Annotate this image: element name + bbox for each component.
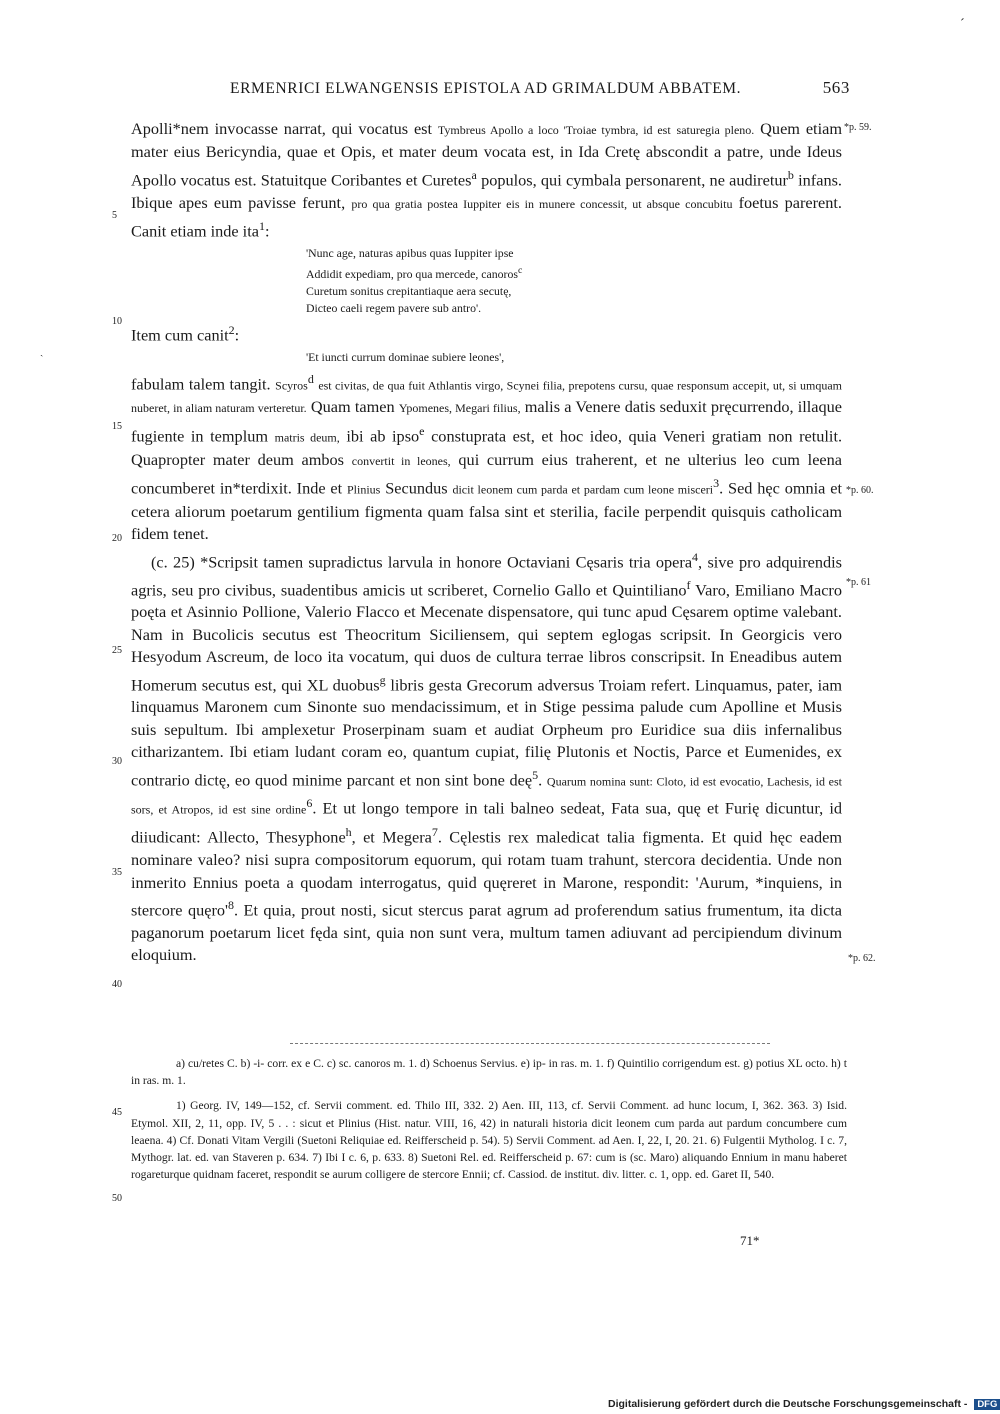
main-text [131,118,842,967]
line-number: 30 [112,756,122,767]
verse-line: 'Nunc age, naturas apibus quas Iuppiter ipse [306,245,514,260]
paragraph-3: (c. 25) *Scripsit tamen supradictus larvula in honore Octaviani Cęsaris tria opera$^4$, sive pro adquirendis agris, seu pro civibus, suadentibus amicis ut scriberet, Cornelio Gallo et Quintiliano$^f$ Varo, Emiliano Macro poęta et Asinnio Pollione, Valerio Flacco et Mecenate dispensatore, qui tunc apud Cęsarem optime valebant. Nam in Bucolicis secutus est Theocritum Siciliensem, qui septem eglogas scripsit. In Georgicis vero Hesyodum Ascreum, de loco ita vocatum, qui duos de cultura terrae libros conscripsit. In Eneadibus autem Homerum secutus est, qui XL duobus$^g$ libris gesta Grecorum adversus Troiam refert. Linquamus, pater, iam linquamus Maronem cum Sinonte suo mendacissimum, et in Stige pessima palude cum Apolline et Musis suis sepultum. Ibi amplexetur Proserpinam suam et audiat Orpheum pro Euridice sua diis infernalibus citharizantem. Ibi etiam ludant coram eo, quantum cupiat, filię Plutonis et Noctis, Parce et Eumenides, ex contrario dictę, eo quod minime parcant et non sint bone deę$^5$. Quarum nomina sunt: Cloto, id est evocatio, Lachesis, id est sors, et Atropos, id est sine ordine$^6$. Et ut longo tempore in tali balneo sedeat, Fata sua, quę et Furię dicuntur, id diiudicant: Allecto, Thesyphone$^h$, et Megera$^7$. Cęlestis rex maledicat talia figmenta. Et quid hęc eadem nominare valeo? nisi supra compositorum equorum, qui rotam tuam trahunt, stercora decidentia. Unde non inmerito Ennius poeta a quodam interrogatus, quid quęreret in Marone, respondit: 'Aurum, *inquiens, in stercore $quęro'^8$. Et quia, prout nosti, sicut stercus parat agrum ad proferendum satius frumentum, ita dicta paganorum poetarum licet fęda sint, quia non sunt vera, multum tamen adiuvant ad percipiendum divinum eloquium. [131,549,843,965]
verse-line: 'Et iuncti currum dominae subiere leones', [306,349,505,364]
line-number: 50 [112,1193,122,1204]
line-number: 20 [112,533,122,544]
margin-ref-p62: *p. 62. [848,953,876,964]
page-number: 563 [822,78,850,97]
verse-line: Curetum sonitus crepitantiaque aera secutę, [306,283,512,298]
notes-section [131,1055,847,1183]
line-number: 35 [112,867,122,878]
line-number: 40 [112,979,122,990]
stray-mark: ˎ [40,346,44,357]
margin-ref-p61: *p. 61 [846,577,871,588]
footnotes: 1) Georg. IV, 149—152, cf. Servii comment. ed. Thilo III, 332. 2) Aen. III, 113, cf. Servii Comment. ad hunc locum, I, 362. 363. 3) Isid. Etymol. XII, 2, 11, opp. IV, 5 . . : sicut et Plinius (Hist. natur. VIII, 16, 42) in naturali historia dicit leonem cum parda aut pardum concumbere cum leaena. 4) Cf. Donati Vitam Vergili (Suetoni Reliquiae ed. Reifferscheid p. 54). 5) Servii Comment. ad Aen. I, 22, I, 20. 21. 6) Fulgentii Mytholog. I c. 7, Mythogr. lat. ed. van Staveren p. 634. 7) Ibi I c. 6, p. 633. 8) Suetoni Rel. ed. Reifferscheid p. 67: cum is (sc. Maro) aliquando Ennium in manu haberet rogareturque quidnam faceret, respondit se aurum colligere de stercore Ennii; cf. Cassiod. de institut. div. litter. c. 1, opp. ed. Garet II, 540. [131,1099,847,1182]
line-number: 5 [112,210,117,221]
line-number: 45 [112,1107,122,1118]
dfg-logo: DFG [974,1399,1000,1410]
line-number: 25 [112,645,122,656]
critical-apparatus: a) cu/retes C. b) -i- corr. ex e C. c) sc. canoros m. 1. d) Schoenus Servius. e) ip- in ras. m. 1. f) Quintilio corrigendum est. g) potius XL octo. h) t in ras. m. 1. [131,1057,847,1088]
line-number: 10 [112,316,122,327]
separator-rule [290,1043,770,1044]
footer-text: Digitalisierung gefördert durch die Deutsche Forschungsgemeinschaft - [608,1398,968,1410]
paragraph-1: Apolli*nem invocasse narrat, qui vocatus est Tymbreus Apollo a loco 'Troiae tymbra, id est saturegia pleno. Quem etiam mater eius Bericyndia, quae et Opis, et mater deum vocata est, in Ida Cretę abscondit a patre, unde Ideus Apollo vocatus est. Statuitque Coribantes et Curetes$^a$ populos, qui cymbala personarent, ne audiretur$^b$ infans. Ibique apes eum pavisse ferunt, pro qua gratia postea Iuppiter eis in munere concessit, ut absque concubitu foetus parerent. Canit etiam inde ita$^1$: [131,119,842,241]
signature-mark: 71* [740,1233,760,1248]
verse-line: Addidit expediam, pro qua mercede, canoros$^c$ [306,264,523,281]
header-title: ERMENRICI ELWANGENSIS EPISTOLA AD GRIMALDUM ABBATEM. [230,80,742,97]
line-number: 15 [112,421,122,432]
footer-credit [608,1398,1000,1410]
verse-quote-2 [306,349,842,366]
corner-mark: ´ [960,17,965,32]
paragraph-2: fabulam talem tangit. Scyros$^d$ est civitas, de qua fuit Athlantis virgo, Scynei filia, prepotens cursu, quae responsum accepit, ut, si umquam nuberet, in aliam naturam verteretur. Quam tamen Ypomenes, Megari filius, malis a Venere datis seduxit pręcurrendo, illaque fugiente in templum matris deum, ibi ab ipso$^e$ constuprata est, et hoc ideo, quia Veneri gratiam non retulit. Quapropter mater deum ambos convertit in leones, qui currum eius traherent, et ne ulterius leo cum leena concumberet in*terdixit. Inde et Plinius Secundus dicit leonem cum parda et pardam cum leone misceri$^3$. Sed hęc omnia et cetera aliorum poetarum gentilium figmenta quam falsa sint et sterilia, facile perpendit quisquis catholicam fidem tenet. [131,371,843,544]
item-line: Item cum canit$^2$: [131,322,240,345]
margin-ref-p59: *p. 59. [844,122,872,133]
verse-quote-1 [306,245,842,317]
verse-line: Dicteo caeli regem pavere sub antro'. [306,300,482,315]
margin-ref-p60: *p. 60. [846,485,874,496]
